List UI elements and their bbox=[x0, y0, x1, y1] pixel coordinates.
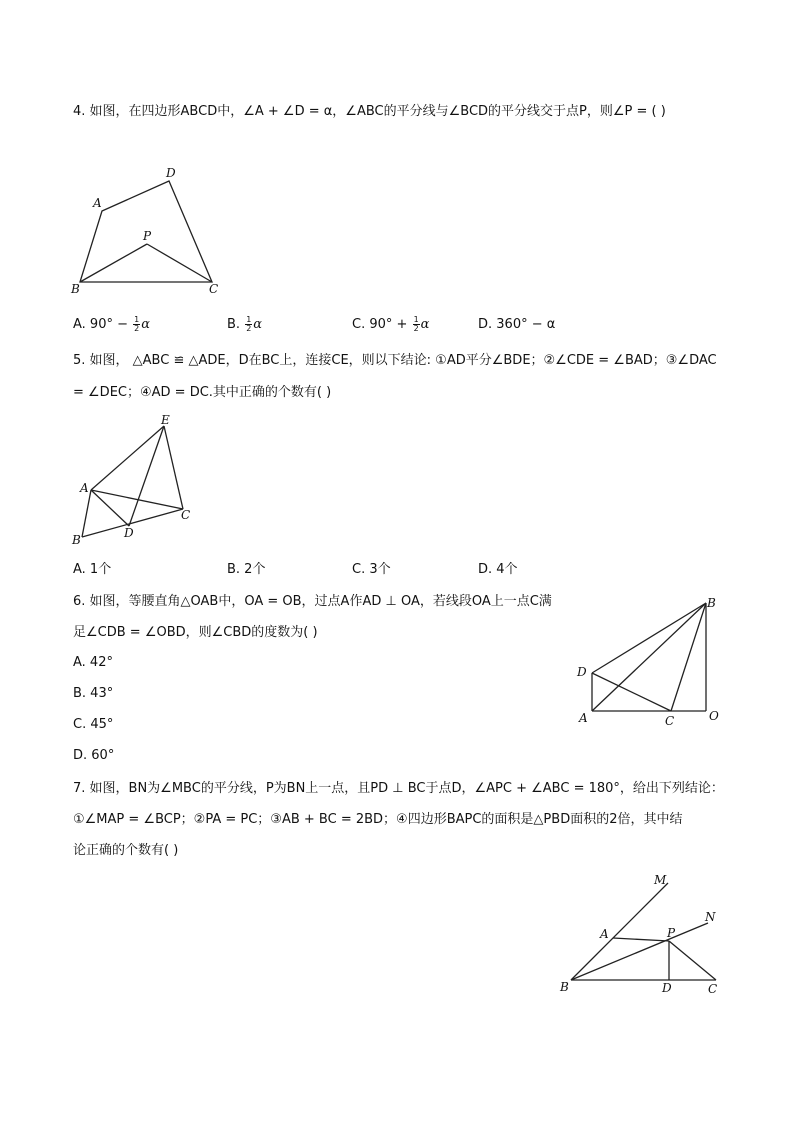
q7-stem-line3: 论正确的个数有( ) bbox=[73, 843, 179, 858]
q6-option-d[interactable]: D. 60° bbox=[73, 748, 115, 763]
q4-b-frac-num: 1 bbox=[246, 315, 252, 324]
q4-option-b-fraction bbox=[245, 316, 252, 333]
q5-figure bbox=[68, 412, 218, 552]
q4-option-c-prefix: C. 90° + bbox=[352, 317, 408, 332]
q4-a-frac-den: 2 bbox=[134, 324, 140, 333]
q6-option-b[interactable]: B. 43° bbox=[73, 686, 114, 701]
q5-seg-ac bbox=[91, 490, 183, 509]
q4-option-a[interactable] bbox=[73, 316, 150, 334]
q6-stem-line1: 6. 如图，等腰直角△OAB中，OA = OB，过点A作AD ⊥ OA，若线段OA上一点C满 bbox=[73, 594, 552, 609]
q4-label-d: D bbox=[166, 166, 176, 180]
q4-option-b[interactable] bbox=[227, 316, 262, 334]
q7-label-d: D bbox=[662, 981, 672, 995]
q4-option-a-prefix: A. 90° − bbox=[73, 317, 128, 332]
q4-bisector-cp bbox=[147, 244, 212, 282]
q7-label-a: A bbox=[600, 927, 609, 941]
q5-stem-line2: = ∠DEC；④AD = DC.其中正确的个数有( ) bbox=[73, 385, 332, 400]
q5-seg-ab bbox=[82, 490, 91, 537]
q6-option-c[interactable]: C. 45° bbox=[73, 717, 114, 732]
q7-seg-ap bbox=[613, 938, 669, 941]
q5-label-a: A bbox=[80, 481, 89, 495]
q4-b-alpha: α bbox=[253, 317, 263, 332]
q5-label-b: B bbox=[72, 533, 81, 547]
q6-seg-db bbox=[592, 603, 706, 673]
q5-option-d[interactable]: D. 4个 bbox=[478, 562, 518, 577]
q6-seg-dc bbox=[592, 673, 671, 711]
q7-label-c: C bbox=[708, 982, 718, 996]
q7-ray-bm bbox=[571, 883, 668, 980]
q4-stem: 4. 如图，在四边形ABCD中，∠A + ∠D = α，∠ABC的平分线与∠BCD的平分线交于点P，则∠P = ( ) bbox=[73, 104, 666, 119]
q4-a-alpha: α bbox=[141, 317, 151, 332]
q4-figure bbox=[68, 162, 268, 302]
q4-label-c: C bbox=[209, 282, 219, 296]
q6-label-d: D bbox=[577, 665, 587, 679]
q4-option-c-fraction bbox=[413, 316, 420, 333]
q4-option-d[interactable]: D. 360° − α bbox=[478, 317, 556, 332]
q6-option-a[interactable]: A. 42° bbox=[73, 655, 113, 670]
q7-seg-pc bbox=[669, 941, 716, 980]
q6-stem-line2: 足∠CDB = ∠OBD，则∠CBD的度数为( ) bbox=[73, 625, 318, 640]
q5-seg-ec bbox=[164, 426, 183, 509]
q7-label-p: P bbox=[667, 926, 676, 940]
q5-label-d: D bbox=[124, 526, 134, 540]
q4-b-frac-den: 2 bbox=[246, 324, 252, 333]
q7-label-b: B bbox=[560, 980, 569, 994]
q5-stem-line1: 5. 如图， △ABC ≌ △ADE，D在BC上，连接CE，则以下结论: ①AD平分∠BDE；②∠CDE = ∠BAD；③∠DAC bbox=[73, 353, 717, 368]
q6-figure bbox=[572, 593, 732, 733]
q4-c-frac-den: 2 bbox=[413, 324, 419, 333]
q6-label-c: C bbox=[665, 714, 675, 728]
q5-option-a[interactable]: A. 1个 bbox=[73, 562, 112, 577]
q7-label-m: M bbox=[654, 873, 667, 887]
q4-label-p: P bbox=[143, 229, 152, 243]
q4-option-a-fraction bbox=[133, 316, 140, 333]
q5-seg-ad bbox=[91, 490, 129, 526]
q7-ray-bn bbox=[571, 923, 708, 980]
q6-label-o: O bbox=[709, 709, 719, 723]
q7-stem-line2: ①∠MAP = ∠BCP；②PA = PC；③AB + BC = 2BD；④四边形BAPC的面积是△PBD面积的2倍，其中结 bbox=[73, 812, 683, 827]
q7-stem-line1: 7. 如图，BN为∠MBC的平分线，P为BN上一点，且PD ⊥ BC于点D，∠APC + ∠ABC = 180°，给出下列结论： bbox=[73, 781, 724, 796]
q5-label-c: C bbox=[181, 508, 191, 522]
q6-label-b: B bbox=[707, 596, 716, 610]
q4-c-alpha: α bbox=[420, 317, 430, 332]
q4-c-frac-num: 1 bbox=[413, 315, 419, 324]
q5-option-c[interactable]: C. 3个 bbox=[352, 562, 391, 577]
q5-label-e: E bbox=[161, 413, 170, 427]
q4-label-a: A bbox=[93, 196, 102, 210]
q4-label-b: B bbox=[71, 282, 80, 296]
q4-option-b-prefix: B. bbox=[227, 317, 241, 332]
q4-option-c[interactable] bbox=[352, 316, 429, 334]
q7-label-n: N bbox=[705, 910, 716, 924]
q6-label-a: A bbox=[579, 711, 588, 725]
q5-option-b[interactable]: B. 2个 bbox=[227, 562, 266, 577]
q7-figure bbox=[556, 868, 726, 998]
q4-a-frac-num: 1 bbox=[134, 315, 140, 324]
